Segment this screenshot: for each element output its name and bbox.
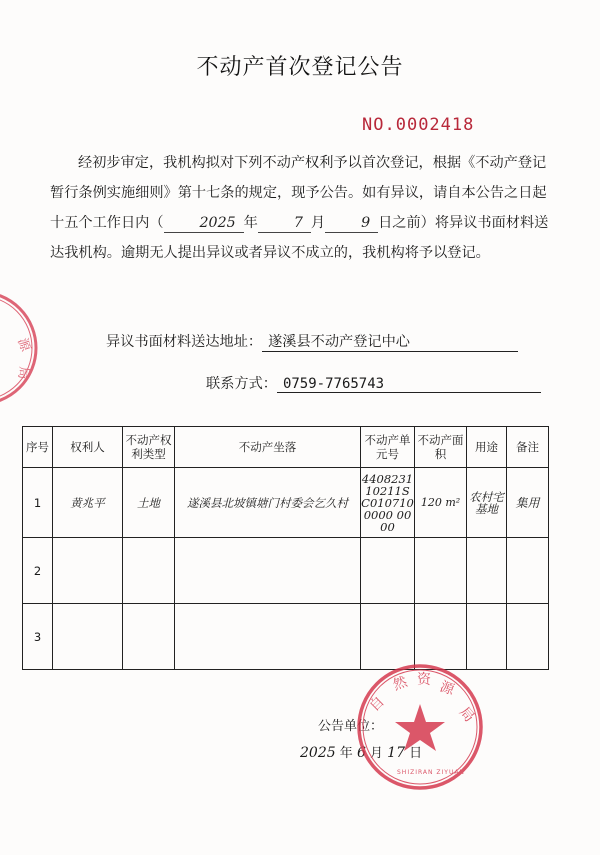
header-right-type: 不动产权利类型 xyxy=(123,427,175,468)
svg-text:资: 资 xyxy=(417,672,431,688)
row-area xyxy=(415,604,467,670)
row-unit-no: 440823110211SC0107100000 0000 xyxy=(361,468,415,538)
deadline-day: 9 xyxy=(325,214,378,233)
date-day-char: 日 xyxy=(409,746,423,761)
row-location: 遂溪县北坡镇塘门村委会乞久村 xyxy=(175,468,361,538)
contact-label: 联系方式： xyxy=(206,376,277,392)
date-year: 2025 xyxy=(300,745,336,761)
date-day: 17 xyxy=(387,745,405,761)
row-remark: 集用 xyxy=(507,468,549,538)
document-title: 不动产首次登记公告 xyxy=(196,55,404,80)
objection-address xyxy=(106,331,518,352)
header-seq: 序号 xyxy=(23,427,53,468)
row-seq: 1 xyxy=(23,468,53,538)
address-value: 遂溪县不动产登记中心 xyxy=(262,331,518,352)
row-unit-no xyxy=(361,604,415,670)
row-seq: 2 xyxy=(23,538,53,604)
row-unit-no xyxy=(361,538,415,604)
issuer-label: 公告单位： xyxy=(318,719,384,734)
official-seal-stamp xyxy=(355,662,485,792)
serial-prefix: NO. xyxy=(362,115,396,135)
row-usage xyxy=(467,538,507,604)
serial-value: 0002418 xyxy=(395,115,475,135)
row-holder: 黄兆平 xyxy=(53,468,123,538)
date-year-char: 年 xyxy=(339,746,353,761)
address-label: 异议书面材料送达地址： xyxy=(106,334,263,350)
table-row xyxy=(23,538,549,604)
svg-text:局: 局 xyxy=(14,365,31,380)
header-unit-no: 不动产单元号 xyxy=(361,427,415,468)
contact-value: 0759-7765743 xyxy=(277,376,541,393)
row-usage xyxy=(467,604,507,670)
svg-text:自: 自 xyxy=(366,693,388,715)
registration-table xyxy=(22,426,549,670)
header-location: 不动产坐落 xyxy=(175,427,361,468)
table-header-row xyxy=(23,427,549,468)
row-right-type xyxy=(123,538,175,604)
row-location xyxy=(175,538,361,604)
table-row xyxy=(23,468,549,538)
row-right-type xyxy=(123,604,175,670)
date-month: 6 xyxy=(356,745,366,761)
row-seq: 3 xyxy=(23,604,53,670)
row-right-type: 土地 xyxy=(123,468,175,538)
header-holder: 权利人 xyxy=(53,427,123,468)
row-holder xyxy=(53,604,123,670)
paragraph-end: 日之前）将异议书面材料送达我机构。逾期无人提出异议或者异议不成立的，我机构将予以登记。 xyxy=(50,215,549,261)
svg-text:源: 源 xyxy=(14,336,33,354)
paragraph-start: 经初步审定，我机构拟对下列不动产权利予以首次登记，根据《不动产登记暂行条例实施细则》第十七条的规定，现予公告。如有异议，请自本公告之日起十五个工作日内（ xyxy=(50,155,547,231)
edge-seal-stamp xyxy=(0,278,40,418)
date-month-char: 月 xyxy=(370,746,384,761)
header-remark: 备注 xyxy=(507,427,549,468)
table-row xyxy=(23,604,549,670)
announcement-paragraph xyxy=(50,148,555,268)
row-location xyxy=(175,604,361,670)
header-usage: 用途 xyxy=(467,427,507,468)
deadline-year: 2025 xyxy=(164,214,244,233)
svg-text:源: 源 xyxy=(437,678,457,699)
year-char: 年 xyxy=(243,215,258,231)
header-area: 不动产面 积 xyxy=(415,427,467,468)
row-remark xyxy=(507,604,549,670)
deadline-month: 7 xyxy=(258,214,311,233)
svg-text:SHIZIRAN ZIYUAN: SHIZIRAN ZIYUAN xyxy=(397,769,465,776)
svg-text:然: 然 xyxy=(390,673,410,694)
month-char: 月 xyxy=(310,215,326,231)
row-holder xyxy=(53,538,123,604)
contact-info xyxy=(206,373,541,393)
row-area xyxy=(415,538,467,604)
row-area: 120 m² xyxy=(415,468,467,538)
serial-number xyxy=(362,115,474,135)
svg-text:局: 局 xyxy=(455,704,478,726)
row-usage: 农村宅基地 xyxy=(467,468,507,538)
row-remark xyxy=(507,538,549,604)
